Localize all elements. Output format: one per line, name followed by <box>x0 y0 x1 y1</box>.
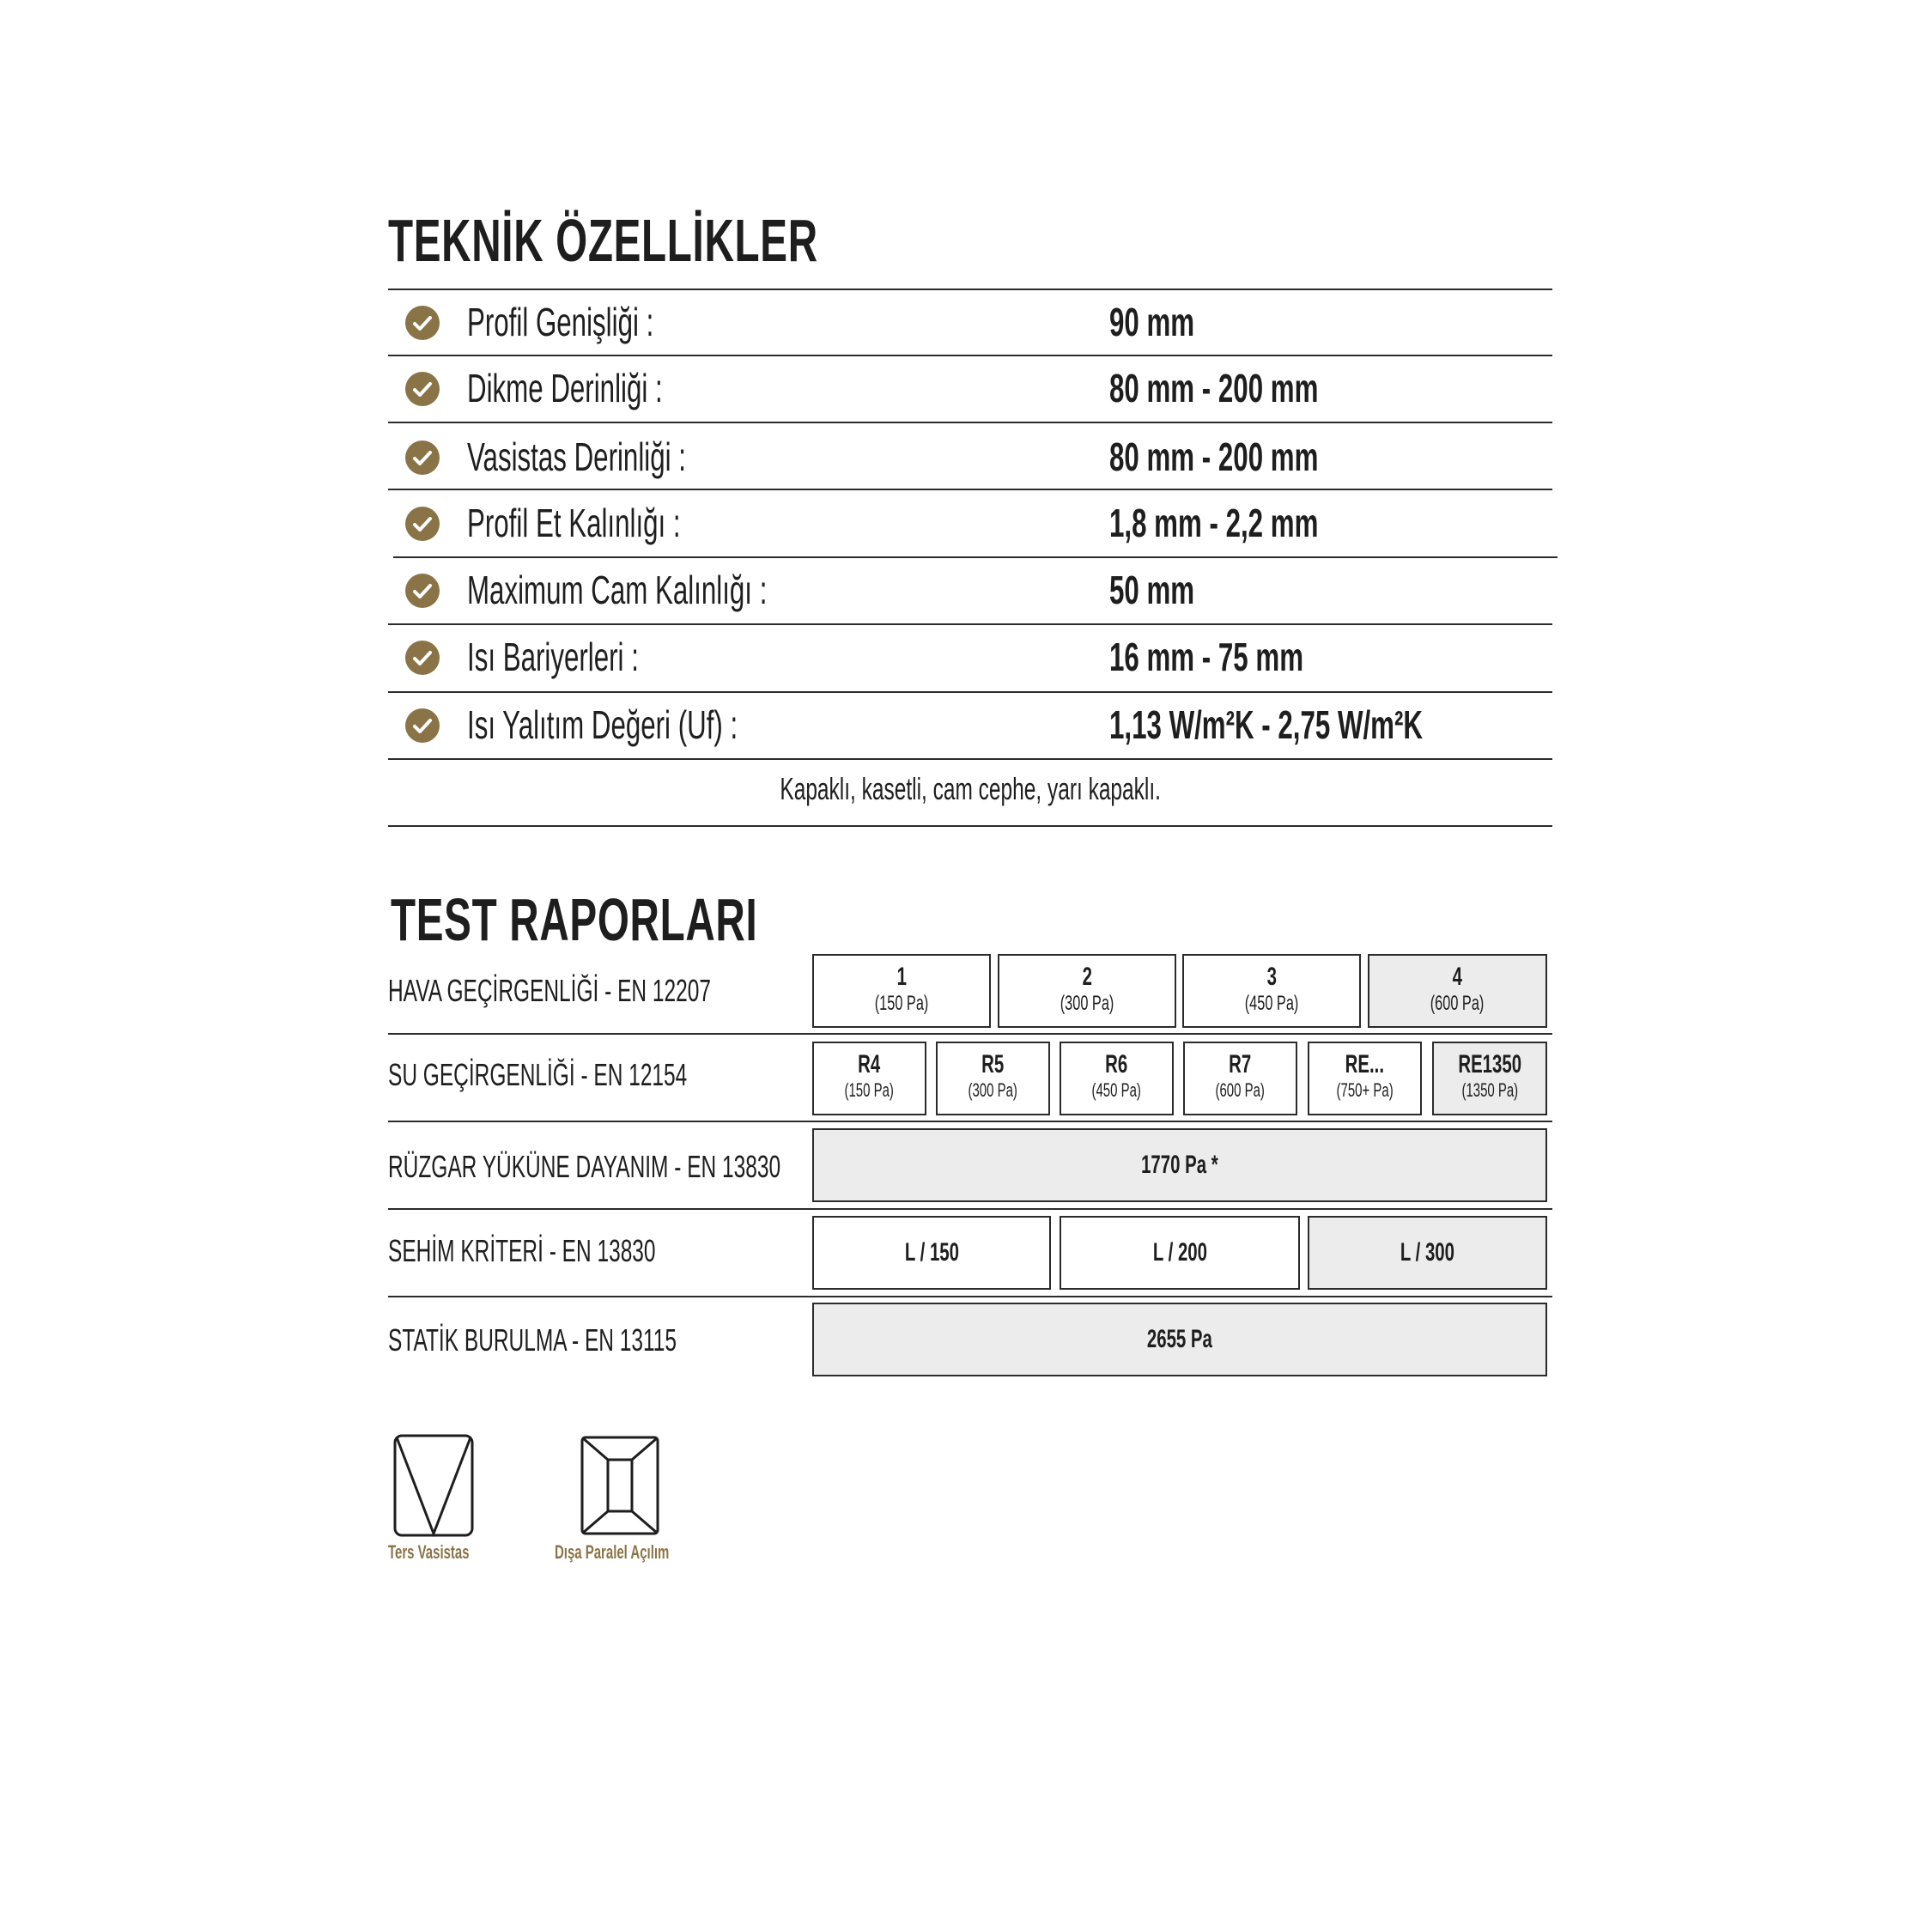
spec-divider <box>388 758 1552 760</box>
air-class-box: 1 (150 Pa) <box>812 954 991 1028</box>
spec-label: Isı Bariyerleri : <box>467 635 639 679</box>
test-divider <box>388 1296 1552 1297</box>
check-circle-icon <box>405 440 440 475</box>
spec-value: 1,8 mm - 2,2 mm <box>1109 501 1319 545</box>
spec-title: TEKNİK ÖZELLİKLER <box>388 207 818 274</box>
spec-row <box>388 625 1552 692</box>
spec-divider <box>388 489 1552 490</box>
parallel-opening-window-icon <box>580 1436 659 1535</box>
spec-value: 80 mm - 200 mm <box>1109 366 1319 410</box>
spec-row <box>388 290 1552 357</box>
static-torsion-value-box: 2655 Pa <box>812 1303 1547 1376</box>
spec-label: Profil Et Kalınlığı : <box>467 501 681 545</box>
water-class-box-achieved: RE1350 (1350 Pa) <box>1432 1042 1547 1115</box>
air-class-box-achieved: 4 (600 Pa) <box>1368 954 1547 1028</box>
deflection-class-box: L / 150 <box>812 1216 1051 1290</box>
spec-row <box>388 558 1552 625</box>
water-class-box: RE... (750+ Pa) <box>1308 1042 1422 1115</box>
spec-label: Maximum Cam Kalınlığı : <box>467 568 768 612</box>
water-tightness-label: SU GEÇİRGENLİĞİ - EN 12154 <box>388 1057 688 1092</box>
spec-label: Profil Genişliği : <box>467 300 654 344</box>
spec-divider <box>388 422 1552 423</box>
opening-caption: Dışa Paralel Açılım <box>555 1541 670 1563</box>
water-class-box: R4 (150 Pa) <box>812 1042 926 1115</box>
check-circle-icon <box>405 641 440 675</box>
spec-row <box>388 425 1552 492</box>
test-divider <box>388 1033 1552 1035</box>
water-class-box: R6 (450 Pa) <box>1060 1042 1174 1115</box>
spec-row <box>388 491 1552 558</box>
opening-caption: Ters Vasistas <box>388 1541 470 1563</box>
test-divider <box>388 1208 1552 1210</box>
deflection-class-box: L / 200 <box>1060 1216 1300 1290</box>
check-circle-icon <box>405 507 440 541</box>
spec-value: 16 mm - 75 mm <box>1109 635 1304 679</box>
static-torsion-label: STATİK BURULMA - EN 13115 <box>388 1322 677 1358</box>
spec-value: 1,13 W/m²K - 2,75 W/m²K <box>1109 702 1424 747</box>
deflection-criteria-label: SEHİM KRİTERİ - EN 13830 <box>388 1233 656 1268</box>
wind-load-label: RÜZGAR YÜKÜNE DAYANIM - EN 13830 <box>388 1149 781 1184</box>
spec-label: Dikme Derinliği : <box>467 366 663 410</box>
water-class-box: R5 (300 Pa) <box>936 1042 1050 1115</box>
spec-note: Kapaklı, kasetli, cam cephe, yarı kapaklı. <box>780 771 1161 806</box>
check-circle-icon <box>405 372 440 406</box>
air-class-box: 2 (300 Pa) <box>998 954 1176 1028</box>
check-circle-icon <box>405 306 440 340</box>
spec-label: Isı Yalıtım Değeri (Uf) : <box>467 702 738 747</box>
spec-row <box>388 693 1552 760</box>
spec-value: 80 mm - 200 mm <box>1109 434 1319 479</box>
deflection-class-box-achieved: L / 300 <box>1308 1216 1547 1290</box>
spec-bottom-divider <box>388 825 1552 827</box>
spec-row <box>388 356 1552 423</box>
spec-label: Vasistas Derinliği : <box>467 434 686 479</box>
air-class-box: 3 (450 Pa) <box>1182 954 1361 1028</box>
check-circle-icon <box>405 708 440 743</box>
check-circle-icon <box>405 574 440 608</box>
tests-title: TEST RAPORLARI <box>391 886 758 953</box>
test-divider <box>388 1121 1552 1122</box>
top-hung-window-icon <box>393 1434 474 1537</box>
air-permeability-label: HAVA GEÇİRGENLİĞİ - EN 12207 <box>388 973 711 1008</box>
spec-value: 50 mm <box>1109 568 1195 612</box>
wind-load-value-box: 1770 Pa * <box>812 1128 1547 1202</box>
water-class-box: R7 (600 Pa) <box>1183 1042 1297 1115</box>
spec-value: 90 mm <box>1109 300 1195 344</box>
